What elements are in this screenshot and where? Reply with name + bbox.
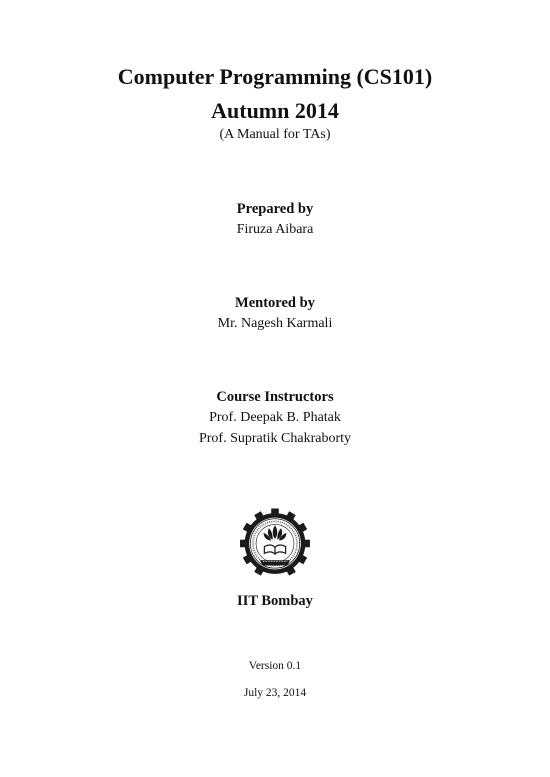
mentored-by-name: Mr. Nagesh Karmali [217,316,333,331]
document-title: Computer Programming (CS101) [117,64,433,89]
instructor-name: Prof. Deepak B. Phatak [209,410,341,425]
institute-name: IIT Bombay [237,593,313,609]
version-label: Version 0.1 [248,660,302,672]
document-date: July 23, 2014 [243,687,307,699]
instructor-name: Prof. Supratik Chakraborty [198,431,352,446]
document-subtitle: (A Manual for TAs) [219,127,331,142]
prepared-by-heading: Prepared by [236,201,314,217]
mentored-by-heading: Mentored by [235,295,315,311]
course-instructors-heading: Course Instructors [216,389,334,405]
iit-bombay-emblem-icon [237,507,313,583]
document-term: Autumn 2014 [211,98,339,123]
prepared-by-name: Firuza Aibara [236,222,314,237]
